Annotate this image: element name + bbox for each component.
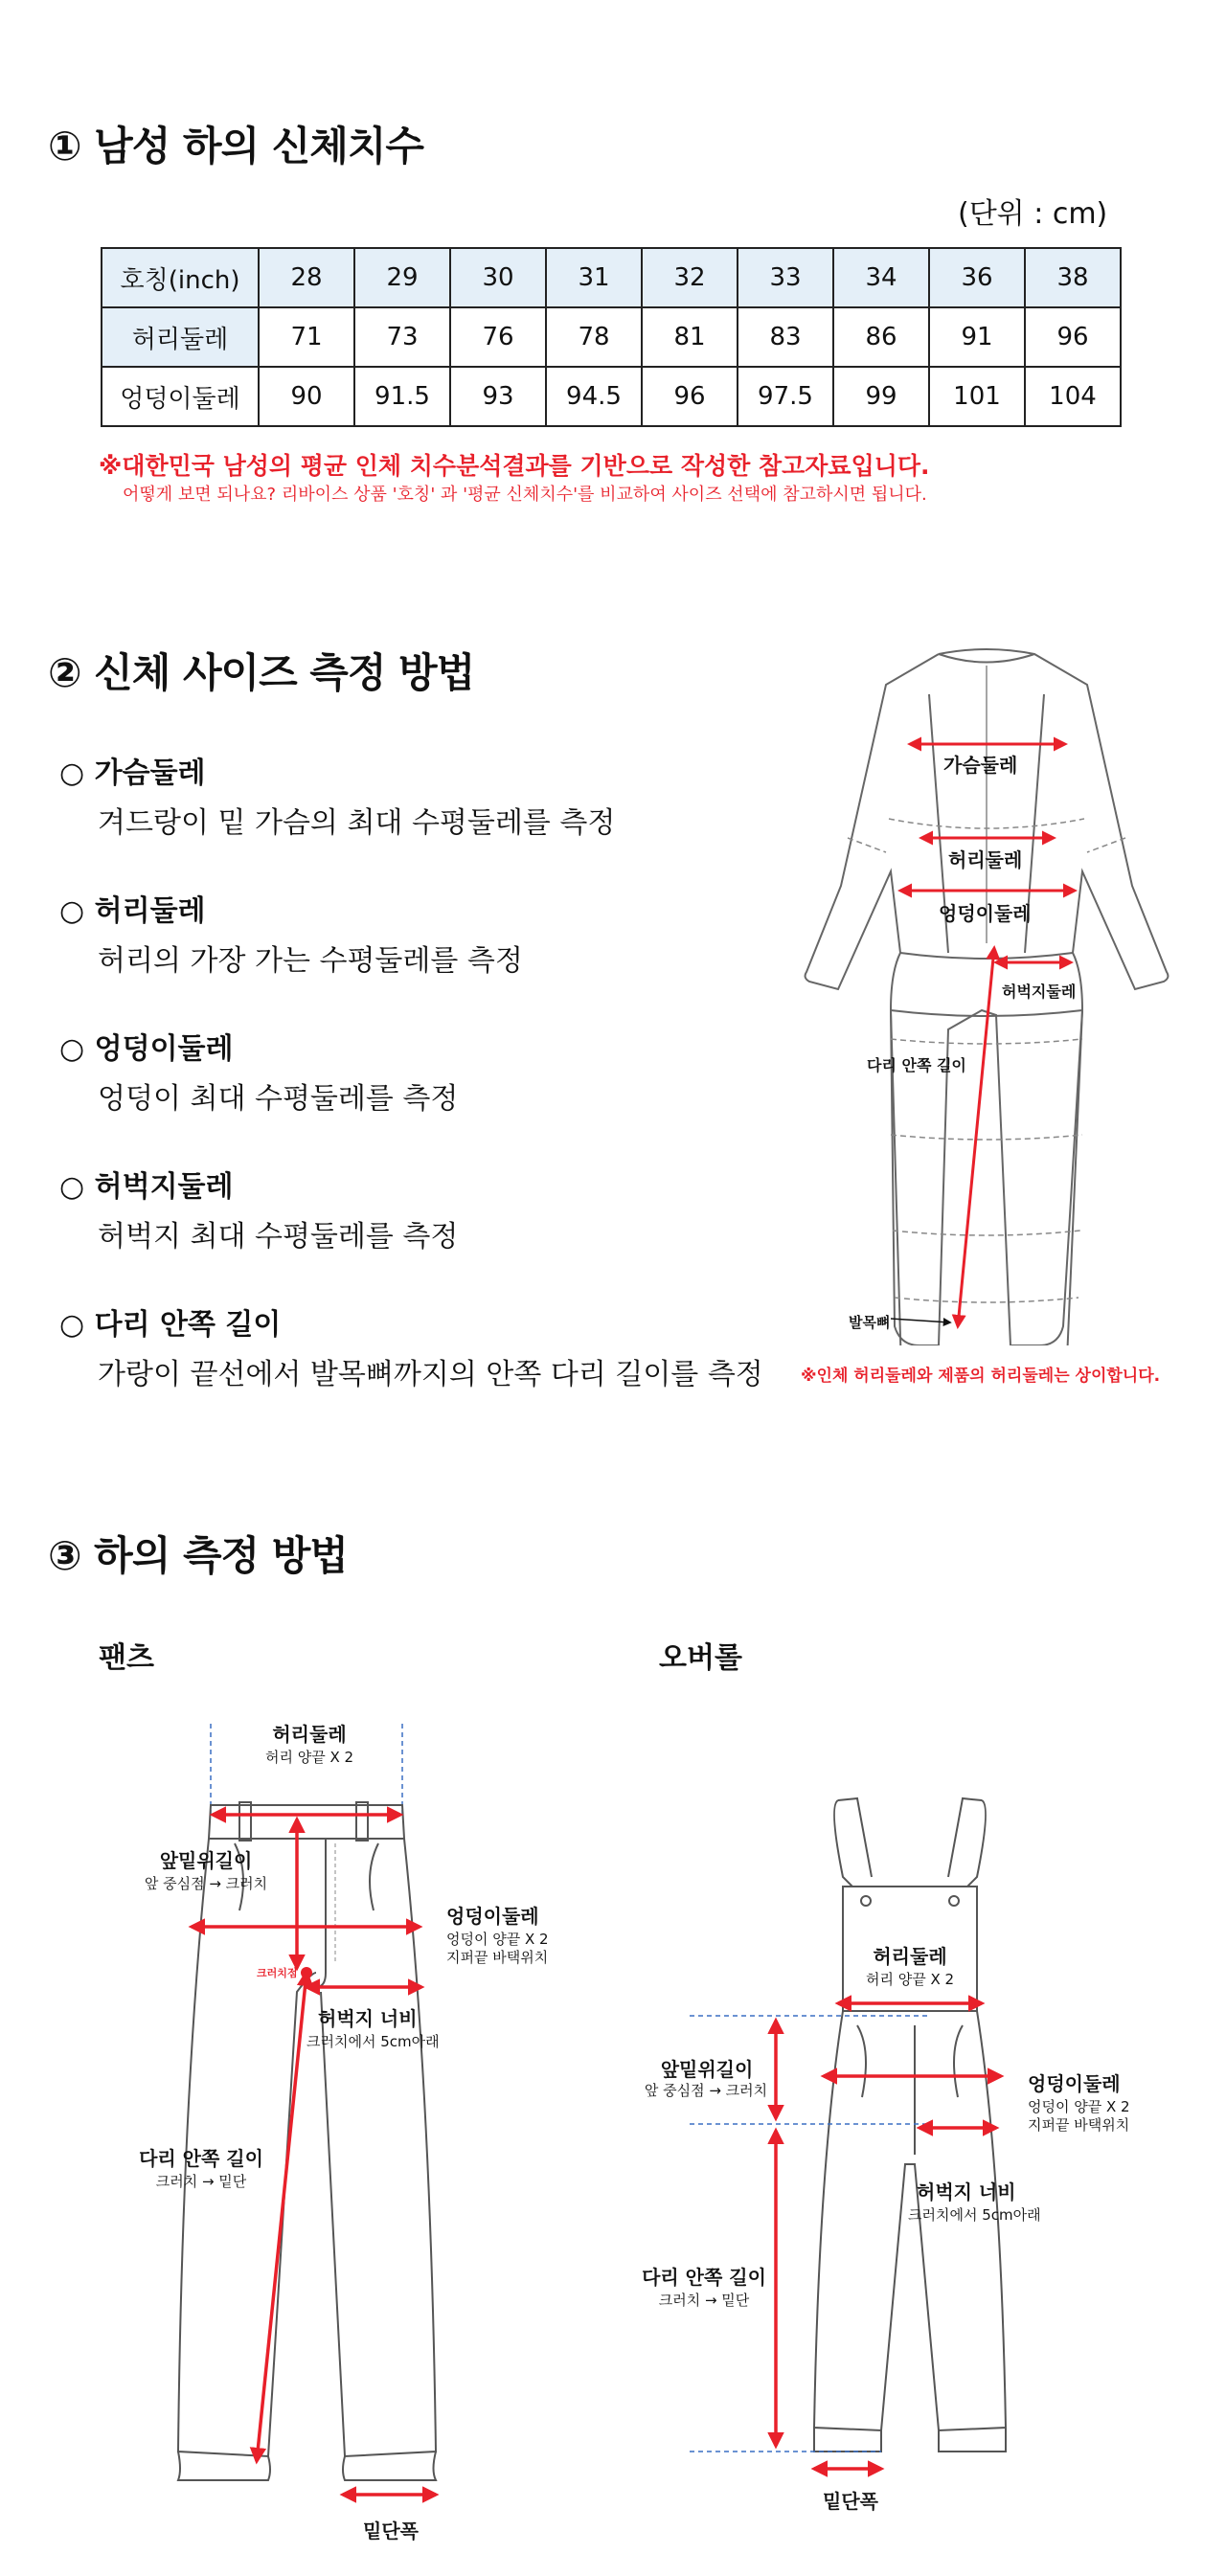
table-header-cell: 호칭(inch) — [102, 248, 259, 307]
measure-item-head: ○ 허리둘레 — [59, 894, 206, 928]
table-header-cell: 34 — [833, 248, 929, 307]
overall-rise-sub: 앞 중심점 → 크러치 — [644, 2082, 768, 2099]
measure-item — [59, 887, 523, 979]
measure-item — [59, 1300, 763, 1392]
table-cell: 96 — [1025, 307, 1121, 367]
measure-item — [59, 1025, 458, 1117]
measure-item-head: ○ 가슴둘레 — [59, 757, 206, 790]
overall-hip-label: 엉덩이둘레 — [1028, 2072, 1121, 2095]
pants-rise-sub: 앞 중심점 → 크러치 — [144, 1875, 268, 1892]
overall-rise-label: 앞밑위길이 — [660, 2058, 754, 2081]
table-cell: 104 — [1025, 367, 1121, 426]
figure-thigh-label: 허벅지둘레 — [1002, 983, 1077, 1001]
figure-ankle-label: 발목뼈 — [849, 1314, 891, 1331]
table-header-cell: 28 — [259, 248, 354, 307]
overall-hem-label: 밑단폭 — [823, 2490, 878, 2513]
table-header-cell: 29 — [354, 248, 450, 307]
table-row — [102, 307, 1121, 367]
pants-hem-label: 밑단폭 — [363, 2520, 419, 2542]
pants-inseam-sub: 크러치 → 밑단 — [155, 2173, 247, 2190]
pants-hip-sub1: 엉덩이 양끝 X 2 — [446, 1931, 549, 1948]
table-row — [102, 367, 1121, 426]
measure-item — [59, 1163, 458, 1254]
table-cell: 94.5 — [546, 367, 642, 426]
pants-waist-label: 허리둘레 — [272, 1723, 347, 1746]
table-note-sub: 어떻게 보면 되나요? 리바이스 상품 '호칭' 과 '평균 신체치수'를 비교하여 사이즈 선택에 참고하시면 됩니다. — [123, 485, 927, 505]
overall-hip-sub1: 엉덩이 양끝 X 2 — [1028, 2098, 1130, 2115]
table-cell: 90 — [259, 367, 354, 426]
table-row-label: 엉덩이둘레 — [102, 367, 259, 426]
pants-title: 팬츠 — [99, 1641, 154, 1675]
measure-item — [59, 749, 615, 841]
overall-thigh-label: 허벅지 너비 — [917, 2181, 1016, 2203]
table-cell: 91 — [929, 307, 1025, 367]
overall-figure — [642, 1781, 1140, 2538]
pants-thigh-label: 허벅지 너비 — [318, 2007, 418, 2030]
table-header-cell: 33 — [738, 248, 833, 307]
section2-title: ② 신체 사이즈 측정 방법 — [48, 649, 475, 696]
section1-title: ① 남성 하의 신체치수 — [48, 123, 424, 169]
table-cell: 99 — [833, 367, 929, 426]
table-cell: 78 — [546, 307, 642, 367]
section3-title: ③ 하의 측정 방법 — [48, 1532, 348, 1579]
pants-hip-sub2: 지퍼끝 바택위치 — [446, 1949, 549, 1966]
table-cell: 91.5 — [354, 367, 450, 426]
table-header-cell: 36 — [929, 248, 1025, 307]
table-header-cell: 32 — [642, 248, 738, 307]
overall-inseam-label: 다리 안쪽 길이 — [642, 2266, 766, 2289]
table-header-cell: 31 — [546, 248, 642, 307]
measure-item-head: ○ 다리 안쪽 길이 — [59, 1308, 282, 1342]
table-row-label: 허리둘레 — [102, 307, 259, 367]
measure-item-desc: 허벅지 최대 수평둘레를 측정 — [98, 1220, 459, 1254]
measure-item-desc: 허리의 가장 가는 수평둘레를 측정 — [98, 944, 523, 978]
table-cell: 96 — [642, 367, 738, 426]
table-cell: 71 — [259, 307, 354, 367]
overall-hip-sub2: 지퍼끝 바택위치 — [1028, 2116, 1130, 2134]
size-table — [101, 247, 1122, 427]
pants-figure — [144, 1714, 584, 2538]
table-cell: 86 — [833, 307, 929, 367]
figure-chest-label: 가슴둘레 — [943, 754, 1018, 777]
pants-rise-label: 앞밑위길이 — [159, 1849, 253, 1872]
measure-item-desc: 가랑이 끝선에서 발목뼈까지의 안쪽 다리 길이를 측정 — [98, 1358, 763, 1391]
pants-crotch-label: 크러치점 — [257, 1967, 298, 1979]
table-cell: 81 — [642, 307, 738, 367]
body-figure — [795, 637, 1197, 1345]
table-cell: 83 — [738, 307, 833, 367]
pants-inseam-label: 다리 안쪽 길이 — [139, 2147, 263, 2170]
measure-item-head: ○ 엉덩이둘레 — [59, 1032, 234, 1066]
table-cell: 76 — [450, 307, 546, 367]
overall-title: 오버롤 — [659, 1641, 742, 1675]
table-header-cell: 38 — [1025, 248, 1121, 307]
unit-label: (단위 : cm) — [958, 197, 1108, 231]
table-cell: 97.5 — [738, 367, 833, 426]
figure-inseam-label: 다리 안쪽 길이 — [867, 1056, 966, 1074]
overall-waist-sub: 허리 양끝 X 2 — [865, 1971, 955, 1988]
measure-item-head: ○ 허벅지둘레 — [59, 1170, 234, 1204]
table-cell: 73 — [354, 307, 450, 367]
figure-note: ※인체 허리둘레와 제품의 허리둘레는 상이합니다. — [801, 1367, 1161, 1386]
overall-waist-label: 허리둘레 — [873, 1945, 947, 1968]
table-cell: 101 — [929, 367, 1025, 426]
overall-thigh-sub: 크러치에서 5cm아래 — [908, 2206, 1041, 2224]
measure-item-desc: 엉덩이 최대 수평둘레를 측정 — [98, 1082, 459, 1116]
pants-hip-label: 엉덩이둘레 — [446, 1905, 539, 1928]
pants-waist-sub: 허리 양끝 X 2 — [264, 1749, 354, 1766]
figure-waist-label: 허리둘레 — [948, 848, 1023, 871]
overall-inseam-sub: 크러치 → 밑단 — [658, 2292, 750, 2309]
measure-item-desc: 겨드랑이 밑 가슴의 최대 수평둘레를 측정 — [98, 806, 616, 840]
pants-thigh-sub: 크러치에서 5cm아래 — [306, 2033, 440, 2050]
figure-hip-label: 엉덩이둘레 — [939, 902, 1032, 925]
table-header-row — [102, 248, 1121, 307]
table-note: ※대한민국 남성의 평균 인체 치수분석결과를 기반으로 작성한 참고자료입니다. — [99, 452, 930, 480]
table-header-cell: 30 — [450, 248, 546, 307]
table-cell: 93 — [450, 367, 546, 426]
